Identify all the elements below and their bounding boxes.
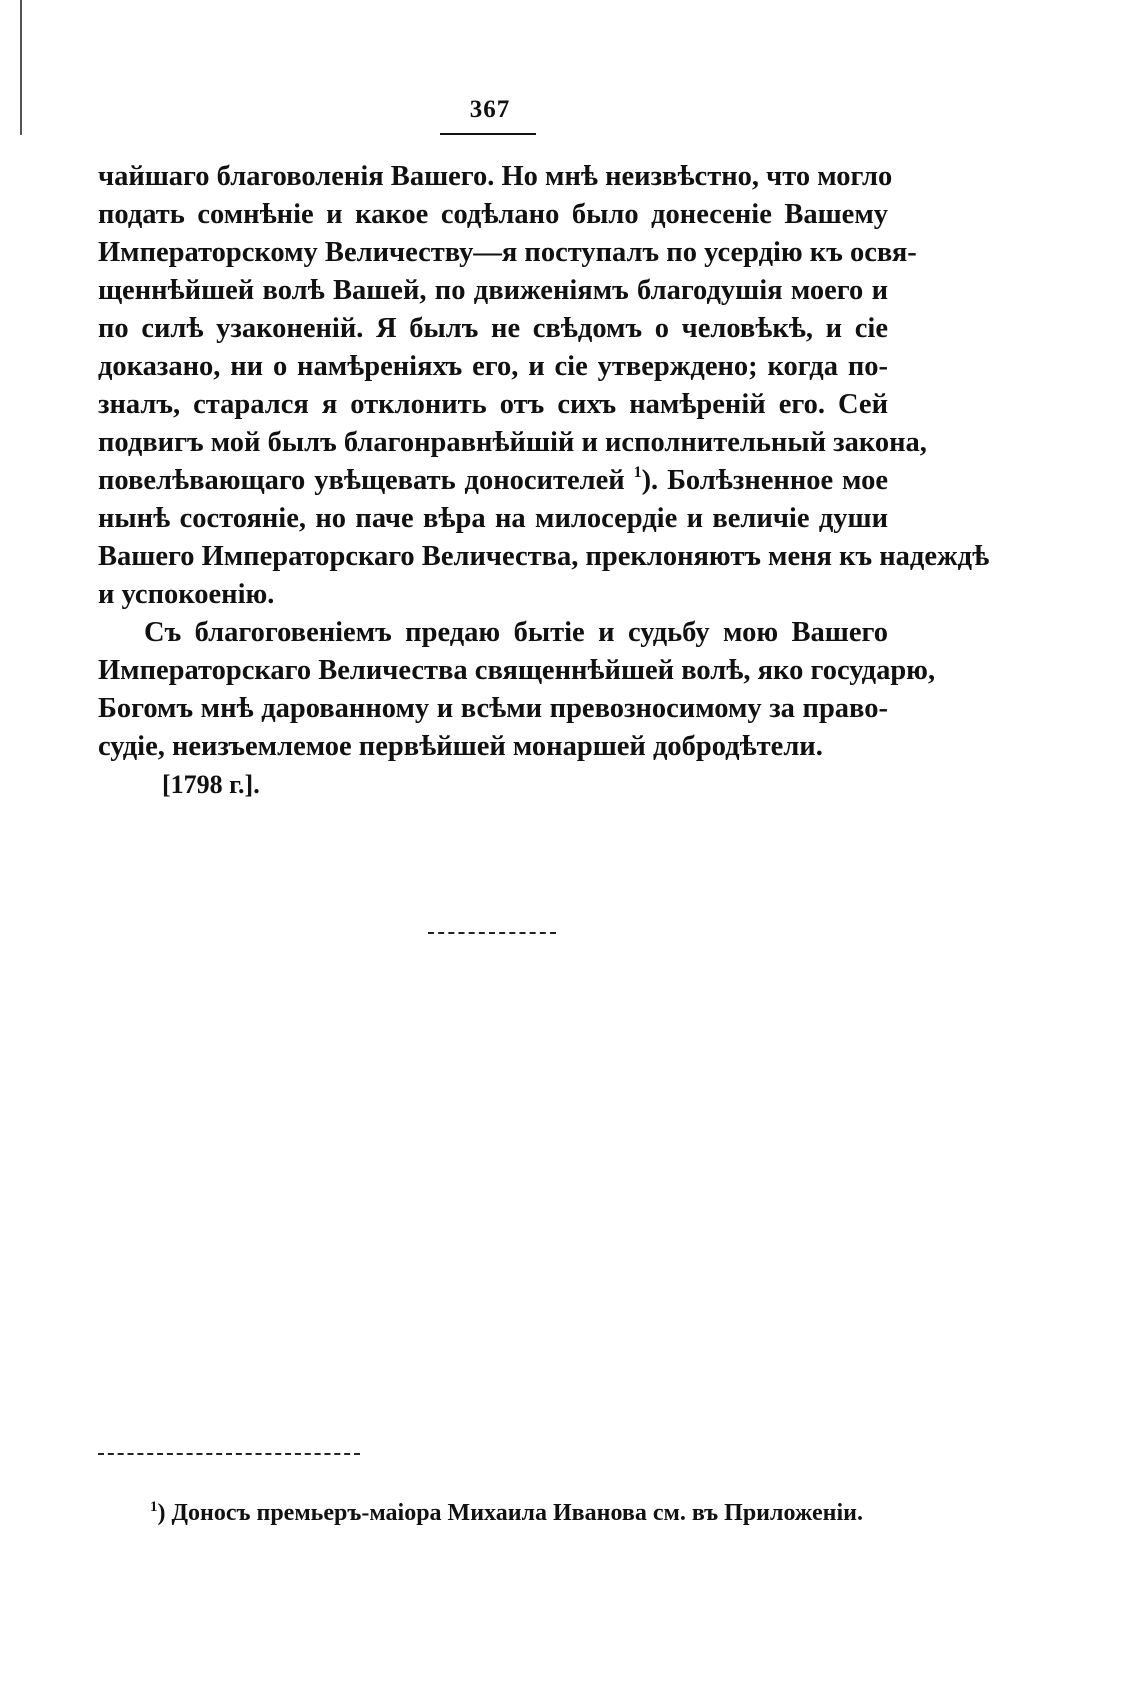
footnote-text: Доносъ премьеръ-маіора Михаила Иванова см. въ Приложеніи. (171, 1500, 863, 1526)
text-line: Императорскаго Величества священнѣйшей волѣ, яко государю, (98, 655, 936, 686)
scan-page-edge (20, 0, 22, 135)
text-line: чайшаго благоволенія Вашего. Но мнѣ неизвѣстно, что могло (98, 161, 893, 192)
date-line: [1798 г.]. (162, 770, 260, 799)
text-line: Съ благоговеніемъ предаю бытіе и судьбу мою Вашего (144, 617, 888, 648)
footnote-mark: 1 (150, 1499, 158, 1515)
text-line: щеннѣйшей волѣ Вашей, по движеніямъ благодушія моего и (98, 275, 888, 306)
section-divider (428, 932, 556, 936)
text-line: судіе, неизъемлемое первѣйшей монаршей добродѣтели. (98, 731, 823, 762)
text-line: подвигъ мой былъ благонравнѣйшій и исполнительный закона, (98, 427, 927, 458)
text-line: Императорскому Величеству—я поступалъ по усердію къ освя- (98, 237, 917, 268)
text-line: подать сомнѣніе и какое содѣлано было донесеніе Вашему (98, 199, 888, 230)
body-text (98, 158, 990, 766)
footnote-reference[interactable]: 1 (633, 464, 642, 481)
page-number-underline (440, 133, 536, 135)
text-line: доказано, ни о намѣреніяхъ его, и сіе утверждено; когда по- (98, 351, 888, 382)
text-line: Богомъ мнѣ дарованному и всѣми превозносимому за право- (98, 693, 888, 724)
footnote-mark-paren: ) (157, 1500, 166, 1526)
text-line-with-footnote-ref (98, 462, 888, 500)
text-line: нынѣ состояніе, но паче вѣра на милосердіе и величіе души (98, 503, 888, 534)
text-line: Вашего Императорскаго Величества, преклоняютъ меня къ надеждѣ (98, 541, 990, 572)
footnote-divider (98, 1453, 360, 1455)
text-segment: повелѣвающаго увѣщевать доносителей (98, 465, 625, 496)
text-line: и успокоенію. (98, 579, 275, 610)
text-segment: ). Болѣзненное мое (641, 465, 888, 496)
footnote (150, 1500, 890, 1527)
text-line: зналъ, старался я отклонить отъ сихъ намѣреній его. Сей (98, 389, 888, 420)
text-line: по силѣ узаконеній. Я былъ не свѣдомъ о человѣкѣ, и сіе (98, 313, 888, 344)
page-number: 367 (469, 96, 511, 123)
